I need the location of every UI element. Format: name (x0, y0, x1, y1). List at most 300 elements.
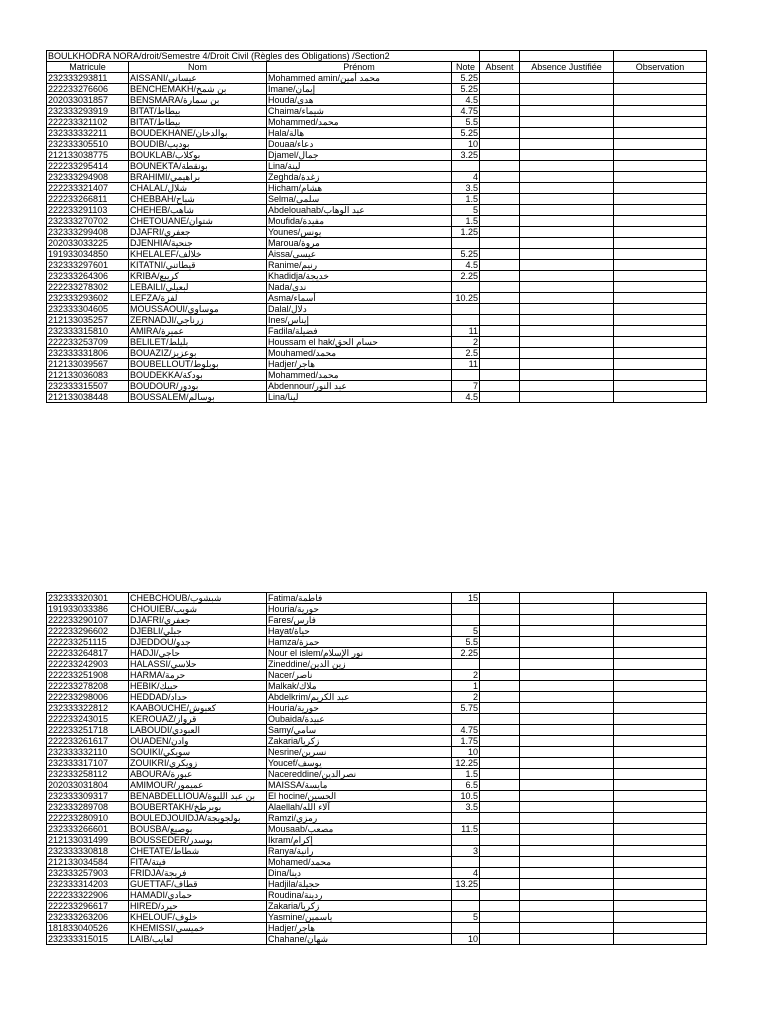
header-prenom: Prénom (267, 62, 452, 73)
table-row (47, 260, 707, 271)
cell-matricule: 222233296602 (47, 626, 129, 637)
cell-matricule: 232333304605 (47, 304, 129, 315)
cell-absence-justifiee (520, 205, 614, 216)
cell-observation (614, 879, 707, 890)
cell-note: 1.5 (452, 216, 480, 227)
cell-absence-justifiee (520, 172, 614, 183)
cell-absent (480, 780, 520, 791)
table-row (47, 73, 707, 84)
table-row (47, 615, 707, 626)
cell-matricule: 222233280910 (47, 813, 129, 824)
cell-prenom: Malkak/ملاك (267, 681, 452, 692)
cell-nom: FRIDJA/فريجة (129, 868, 267, 879)
cell-nom: KEROUAZ/قرواز (129, 714, 267, 725)
cell-absence-justifiee (520, 923, 614, 934)
cell-prenom: Alaellah/آلاء الله (267, 802, 452, 813)
table-row (47, 736, 707, 747)
table-row (47, 392, 707, 403)
table-row (47, 172, 707, 183)
cell-absent (480, 304, 520, 315)
cell-observation (614, 703, 707, 714)
cell-note: 5.5 (452, 637, 480, 648)
cell-matricule: 222233296617 (47, 901, 129, 912)
table-row (47, 117, 707, 128)
cell-matricule: 232333331806 (47, 348, 129, 359)
table-row (47, 249, 707, 260)
cell-note: 5 (452, 912, 480, 923)
table-row (47, 626, 707, 637)
table-row (47, 714, 707, 725)
cell-absence-justifiee (520, 879, 614, 890)
cell-note (452, 615, 480, 626)
cell-prenom: Maroua/مروة (267, 238, 452, 249)
cell-matricule: 222233295414 (47, 161, 129, 172)
cell-note: 5 (452, 205, 480, 216)
table-row (47, 381, 707, 392)
cell-observation (614, 659, 707, 670)
cell-absent (480, 758, 520, 769)
cell-matricule: 232333263206 (47, 912, 129, 923)
cell-absent (480, 824, 520, 835)
cell-matricule: 232333289708 (47, 802, 129, 813)
cell-observation (614, 615, 707, 626)
cell-observation (614, 912, 707, 923)
cell-absent (480, 890, 520, 901)
cell-absent (480, 747, 520, 758)
table-row (47, 780, 707, 791)
table-row (47, 194, 707, 205)
cell-observation (614, 648, 707, 659)
cell-prenom: Samy/سامي (267, 725, 452, 736)
cell-nom: ABOURA/عبورة (129, 769, 267, 780)
cell-absence-justifiee (520, 370, 614, 381)
cell-note: 2.5 (452, 348, 480, 359)
cell-matricule: 212133038775 (47, 150, 129, 161)
cell-matricule: 232333314203 (47, 879, 129, 890)
cell-observation (614, 736, 707, 747)
table-row (47, 348, 707, 359)
cell-prenom: Houria/حورية (267, 604, 452, 615)
cell-nom: BOULEDJOUIDJA/بولجويجة (129, 813, 267, 824)
cell-matricule: 232333293919 (47, 106, 129, 117)
cell-absent (480, 183, 520, 194)
cell-observation (614, 846, 707, 857)
cell-absent (480, 912, 520, 923)
cell-matricule: 202033031804 (47, 780, 129, 791)
cell-nom: KITATNI/قيطاتني (129, 260, 267, 271)
cell-absence-justifiee (520, 615, 614, 626)
cell-absent (480, 260, 520, 271)
cell-nom: CHETATE/شطاط (129, 846, 267, 857)
cell-matricule: 212133039567 (47, 359, 129, 370)
cell-absence-justifiee (520, 901, 614, 912)
cell-nom: HEBIK/حبيك (129, 681, 267, 692)
cell-absent (480, 238, 520, 249)
cell-absent (480, 161, 520, 172)
cell-observation (614, 381, 707, 392)
table-row (47, 282, 707, 293)
table-row (47, 747, 707, 758)
cell-observation (614, 337, 707, 348)
cell-note (452, 370, 480, 381)
table-row (47, 359, 707, 370)
cell-absent (480, 139, 520, 150)
cell-prenom: Zeghda/زغدة (267, 172, 452, 183)
cell-note: 5.25 (452, 249, 480, 260)
cell-observation (614, 326, 707, 337)
cell-matricule: 222233243015 (47, 714, 129, 725)
cell-absence-justifiee (520, 835, 614, 846)
cell-matricule: 181833040526 (47, 923, 129, 934)
cell-absence-justifiee (520, 84, 614, 95)
cell-absence-justifiee (520, 293, 614, 304)
cell-observation (614, 670, 707, 681)
cell-note: 3.25 (452, 150, 480, 161)
cell-absent (480, 194, 520, 205)
cell-absence-justifiee (520, 260, 614, 271)
cell-prenom: Fadila/فضيلة (267, 326, 452, 337)
cell-prenom: Nacereddine/نصرالدين (267, 769, 452, 780)
cell-matricule: 222233251908 (47, 670, 129, 681)
cell-absence-justifiee (520, 626, 614, 637)
cell-prenom: Ramzi/رمزي (267, 813, 452, 824)
cell-prenom: Zakaria/زكريا (267, 736, 452, 747)
cell-observation (614, 194, 707, 205)
title-row (47, 51, 707, 62)
cell-note (452, 659, 480, 670)
cell-absence-justifiee (520, 637, 614, 648)
table-row (47, 150, 707, 161)
cell-absent (480, 348, 520, 359)
cell-absence-justifiee (520, 714, 614, 725)
cell-prenom: Hadjila/حجيلة (267, 879, 452, 890)
cell-nom: HEDDAD/حداد (129, 692, 267, 703)
cell-absence-justifiee (520, 670, 614, 681)
cell-absence-justifiee (520, 681, 614, 692)
cell-observation (614, 216, 707, 227)
cell-note: 5 (452, 626, 480, 637)
cell-nom: BOUSBA/بوصبع (129, 824, 267, 835)
cell-observation (614, 271, 707, 282)
cell-absent (480, 703, 520, 714)
table-row (47, 326, 707, 337)
cell-matricule: 222233264817 (47, 648, 129, 659)
header-note: Note (452, 62, 480, 73)
cell-absent (480, 714, 520, 725)
header-matricule: Matricule (47, 62, 129, 73)
cell-absent (480, 659, 520, 670)
table-row (47, 824, 707, 835)
cell-absent (480, 392, 520, 403)
cell-prenom: Fatima/فاطمة (267, 593, 452, 604)
cell-matricule: 222233261617 (47, 736, 129, 747)
cell-matricule: 222233251115 (47, 637, 129, 648)
cell-nom: BOUSSALEM/بوسالم (129, 392, 267, 403)
cell-absence-justifiee (520, 106, 614, 117)
table-row (47, 923, 707, 934)
cell-note: 4.5 (452, 95, 480, 106)
table-row (47, 128, 707, 139)
table-row (47, 857, 707, 868)
table-row (47, 659, 707, 670)
cell-nom: BITAT/بيطاط (129, 106, 267, 117)
cell-prenom: Chaima/شيماء (267, 106, 452, 117)
cell-absent (480, 271, 520, 282)
cell-absent (480, 370, 520, 381)
cell-matricule: 232333258112 (47, 769, 129, 780)
cell-matricule: 222233291103 (47, 205, 129, 216)
cell-prenom: Imane/إيمان (267, 84, 452, 95)
cell-matricule: 232333270702 (47, 216, 129, 227)
cell-observation (614, 626, 707, 637)
cell-absence-justifiee (520, 326, 614, 337)
cell-observation (614, 370, 707, 381)
cell-observation (614, 769, 707, 780)
cell-observation (614, 84, 707, 95)
cell-absence-justifiee (520, 183, 614, 194)
cell-matricule: 222233290107 (47, 615, 129, 626)
cell-prenom: Abdelkrim/عبد الكريم (267, 692, 452, 703)
cell-note: 1.5 (452, 194, 480, 205)
cell-prenom: Roudina/ردينة (267, 890, 452, 901)
cell-nom: CHEBBAH/شباح (129, 194, 267, 205)
cell-prenom: Ines/إيناس (267, 315, 452, 326)
cell-matricule: 222233321102 (47, 117, 129, 128)
cell-absence-justifiee (520, 381, 614, 392)
table-row (47, 604, 707, 615)
cell-observation (614, 238, 707, 249)
cell-nom: MOUSSAOUI/موساوي (129, 304, 267, 315)
cell-matricule: 232333332211 (47, 128, 129, 139)
table-row (47, 813, 707, 824)
table-row (47, 681, 707, 692)
cell-note (452, 315, 480, 326)
cell-prenom: Youcef/يوسف (267, 758, 452, 769)
cell-absence-justifiee (520, 802, 614, 813)
cell-prenom: Nesrine/نسرين (267, 747, 452, 758)
cell-matricule: 212133031499 (47, 835, 129, 846)
cell-absent (480, 868, 520, 879)
cell-absent (480, 813, 520, 824)
cell-note: 5.75 (452, 703, 480, 714)
table-row (47, 901, 707, 912)
cell-nom: HARMA/حرمة (129, 670, 267, 681)
cell-observation (614, 637, 707, 648)
cell-observation (614, 835, 707, 846)
cell-prenom: Zakaria/زكريا (267, 901, 452, 912)
table-row (47, 835, 707, 846)
cell-nom: BOUKLAB/بوكلاب (129, 150, 267, 161)
cell-nom: BOUAZIZ/بوعزيز (129, 348, 267, 359)
cell-prenom: Asma/أسماء (267, 293, 452, 304)
header-observation: Observation (614, 62, 707, 73)
cell-note: 11 (452, 326, 480, 337)
cell-note (452, 923, 480, 934)
cell-nom: BENCHEMAKH/بن شمخ (129, 84, 267, 95)
table-row (47, 238, 707, 249)
cell-matricule: 232333332110 (47, 747, 129, 758)
cell-note: 1.25 (452, 227, 480, 238)
cell-nom: HADJI/حاجي (129, 648, 267, 659)
cell-observation (614, 901, 707, 912)
cell-nom: CHOUIEB/شويب (129, 604, 267, 615)
cell-nom: DJENHIA/جنحية (129, 238, 267, 249)
cell-nom: BRAHIMI/براهيمي (129, 172, 267, 183)
cell-absent (480, 791, 520, 802)
cell-prenom: Mohamed/محمد (267, 857, 452, 868)
cell-matricule: 222233278208 (47, 681, 129, 692)
cell-prenom: Hala/هالة (267, 128, 452, 139)
cell-absent (480, 84, 520, 95)
cell-absence-justifiee (520, 868, 614, 879)
cell-absent (480, 681, 520, 692)
table-row (47, 703, 707, 714)
cell-absent (480, 835, 520, 846)
table-row (47, 890, 707, 901)
cell-note: 5.5 (452, 117, 480, 128)
table-row (47, 337, 707, 348)
cell-prenom: Mouhamed/محمد (267, 348, 452, 359)
cell-observation (614, 139, 707, 150)
cell-note: 2 (452, 692, 480, 703)
table-row (47, 758, 707, 769)
cell-matricule: 202033033225 (47, 238, 129, 249)
cell-note (452, 813, 480, 824)
cell-matricule: 222233242903 (47, 659, 129, 670)
cell-prenom: Oubaida/عبيدة (267, 714, 452, 725)
cell-nom: ZERNADJI/زرناجي (129, 315, 267, 326)
cell-nom: BELILET/بليلط (129, 337, 267, 348)
cell-note: 5.25 (452, 73, 480, 84)
cell-note: 2 (452, 670, 480, 681)
cell-matricule: 232333315507 (47, 381, 129, 392)
cell-prenom: MAISSA/مايسة (267, 780, 452, 791)
table-row (47, 106, 707, 117)
cell-absent (480, 670, 520, 681)
cell-observation (614, 791, 707, 802)
cell-nom: CHETOUANE/شتوان (129, 216, 267, 227)
cell-prenom: Hadjer/هاجر (267, 359, 452, 370)
table-row (47, 84, 707, 95)
cell-observation (614, 117, 707, 128)
cell-absent (480, 249, 520, 260)
cell-absent (480, 95, 520, 106)
cell-prenom: Moufida/مفيدة (267, 216, 452, 227)
cell-prenom: Dina/دينا (267, 868, 452, 879)
cell-prenom: Chahane/شهان (267, 934, 452, 945)
cell-absent (480, 381, 520, 392)
cell-absence-justifiee (520, 780, 614, 791)
cell-absent (480, 593, 520, 604)
cell-note: 11 (452, 359, 480, 370)
cell-prenom: Houria/حورية (267, 703, 452, 714)
cell-prenom: Ikram/إكرام (267, 835, 452, 846)
cell-nom: LEFZA/لفزة (129, 293, 267, 304)
cell-observation (614, 934, 707, 945)
grades-table-2 (46, 592, 707, 945)
cell-observation (614, 348, 707, 359)
cell-note: 4 (452, 172, 480, 183)
cell-matricule: 232333266601 (47, 824, 129, 835)
cell-absent (480, 359, 520, 370)
cell-note (452, 714, 480, 725)
table-row (47, 769, 707, 780)
cell-note: 4 (452, 868, 480, 879)
cell-matricule: 212133038448 (47, 392, 129, 403)
table-row (47, 846, 707, 857)
cell-matricule: 232333299408 (47, 227, 129, 238)
table-row (47, 934, 707, 945)
cell-prenom: Djamel/جمال (267, 150, 452, 161)
cell-absence-justifiee (520, 912, 614, 923)
cell-note (452, 161, 480, 172)
cell-note: 4.5 (452, 260, 480, 271)
cell-observation (614, 780, 707, 791)
cell-prenom: Mousaab/مصعب (267, 824, 452, 835)
cell-absence-justifiee (520, 857, 614, 868)
cell-nom: KHELOUF/خلوف (129, 912, 267, 923)
cell-absent (480, 227, 520, 238)
cell-observation (614, 758, 707, 769)
cell-observation (614, 692, 707, 703)
cell-absence-justifiee (520, 249, 614, 260)
cell-note: 3.5 (452, 183, 480, 194)
cell-prenom: El hocine/الحسين (267, 791, 452, 802)
cell-note: 12.25 (452, 758, 480, 769)
cell-observation (614, 106, 707, 117)
cell-absence-justifiee (520, 194, 614, 205)
table-row (47, 183, 707, 194)
table-row (47, 95, 707, 106)
cell-nom: AISSANI/عيساني (129, 73, 267, 84)
cell-nom: LAIB/لعايب (129, 934, 267, 945)
cell-observation (614, 95, 707, 106)
cell-prenom: Nada/ندى (267, 282, 452, 293)
table-row (47, 912, 707, 923)
table-row (47, 791, 707, 802)
cell-prenom: Fares/فارس (267, 615, 452, 626)
cell-note: 3 (452, 846, 480, 857)
cell-absent (480, 150, 520, 161)
cell-absence-justifiee (520, 117, 614, 128)
cell-nom: BOUDIB/بوديب (129, 139, 267, 150)
cell-nom: GUETTAF/قطاف (129, 879, 267, 890)
cell-note: 10 (452, 139, 480, 150)
cell-note (452, 901, 480, 912)
cell-absent (480, 923, 520, 934)
table-row (47, 161, 707, 172)
cell-absent (480, 172, 520, 183)
table-row (47, 879, 707, 890)
cell-observation (614, 868, 707, 879)
cell-absence-justifiee (520, 890, 614, 901)
cell-matricule: 232333305510 (47, 139, 129, 150)
cell-absent (480, 315, 520, 326)
cell-absence-justifiee (520, 758, 614, 769)
table-row (47, 293, 707, 304)
cell-absent (480, 282, 520, 293)
cell-note: 1 (452, 681, 480, 692)
cell-observation (614, 128, 707, 139)
cell-observation (614, 359, 707, 370)
cell-prenom: Selma/سلمى (267, 194, 452, 205)
cell-note: 10.5 (452, 791, 480, 802)
cell-matricule: 232333264306 (47, 271, 129, 282)
cell-observation (614, 172, 707, 183)
cell-prenom: Houssam el hak/حسام الحق (267, 337, 452, 348)
cell-absence-justifiee (520, 304, 614, 315)
cell-nom: AMIRA/عميرة (129, 326, 267, 337)
